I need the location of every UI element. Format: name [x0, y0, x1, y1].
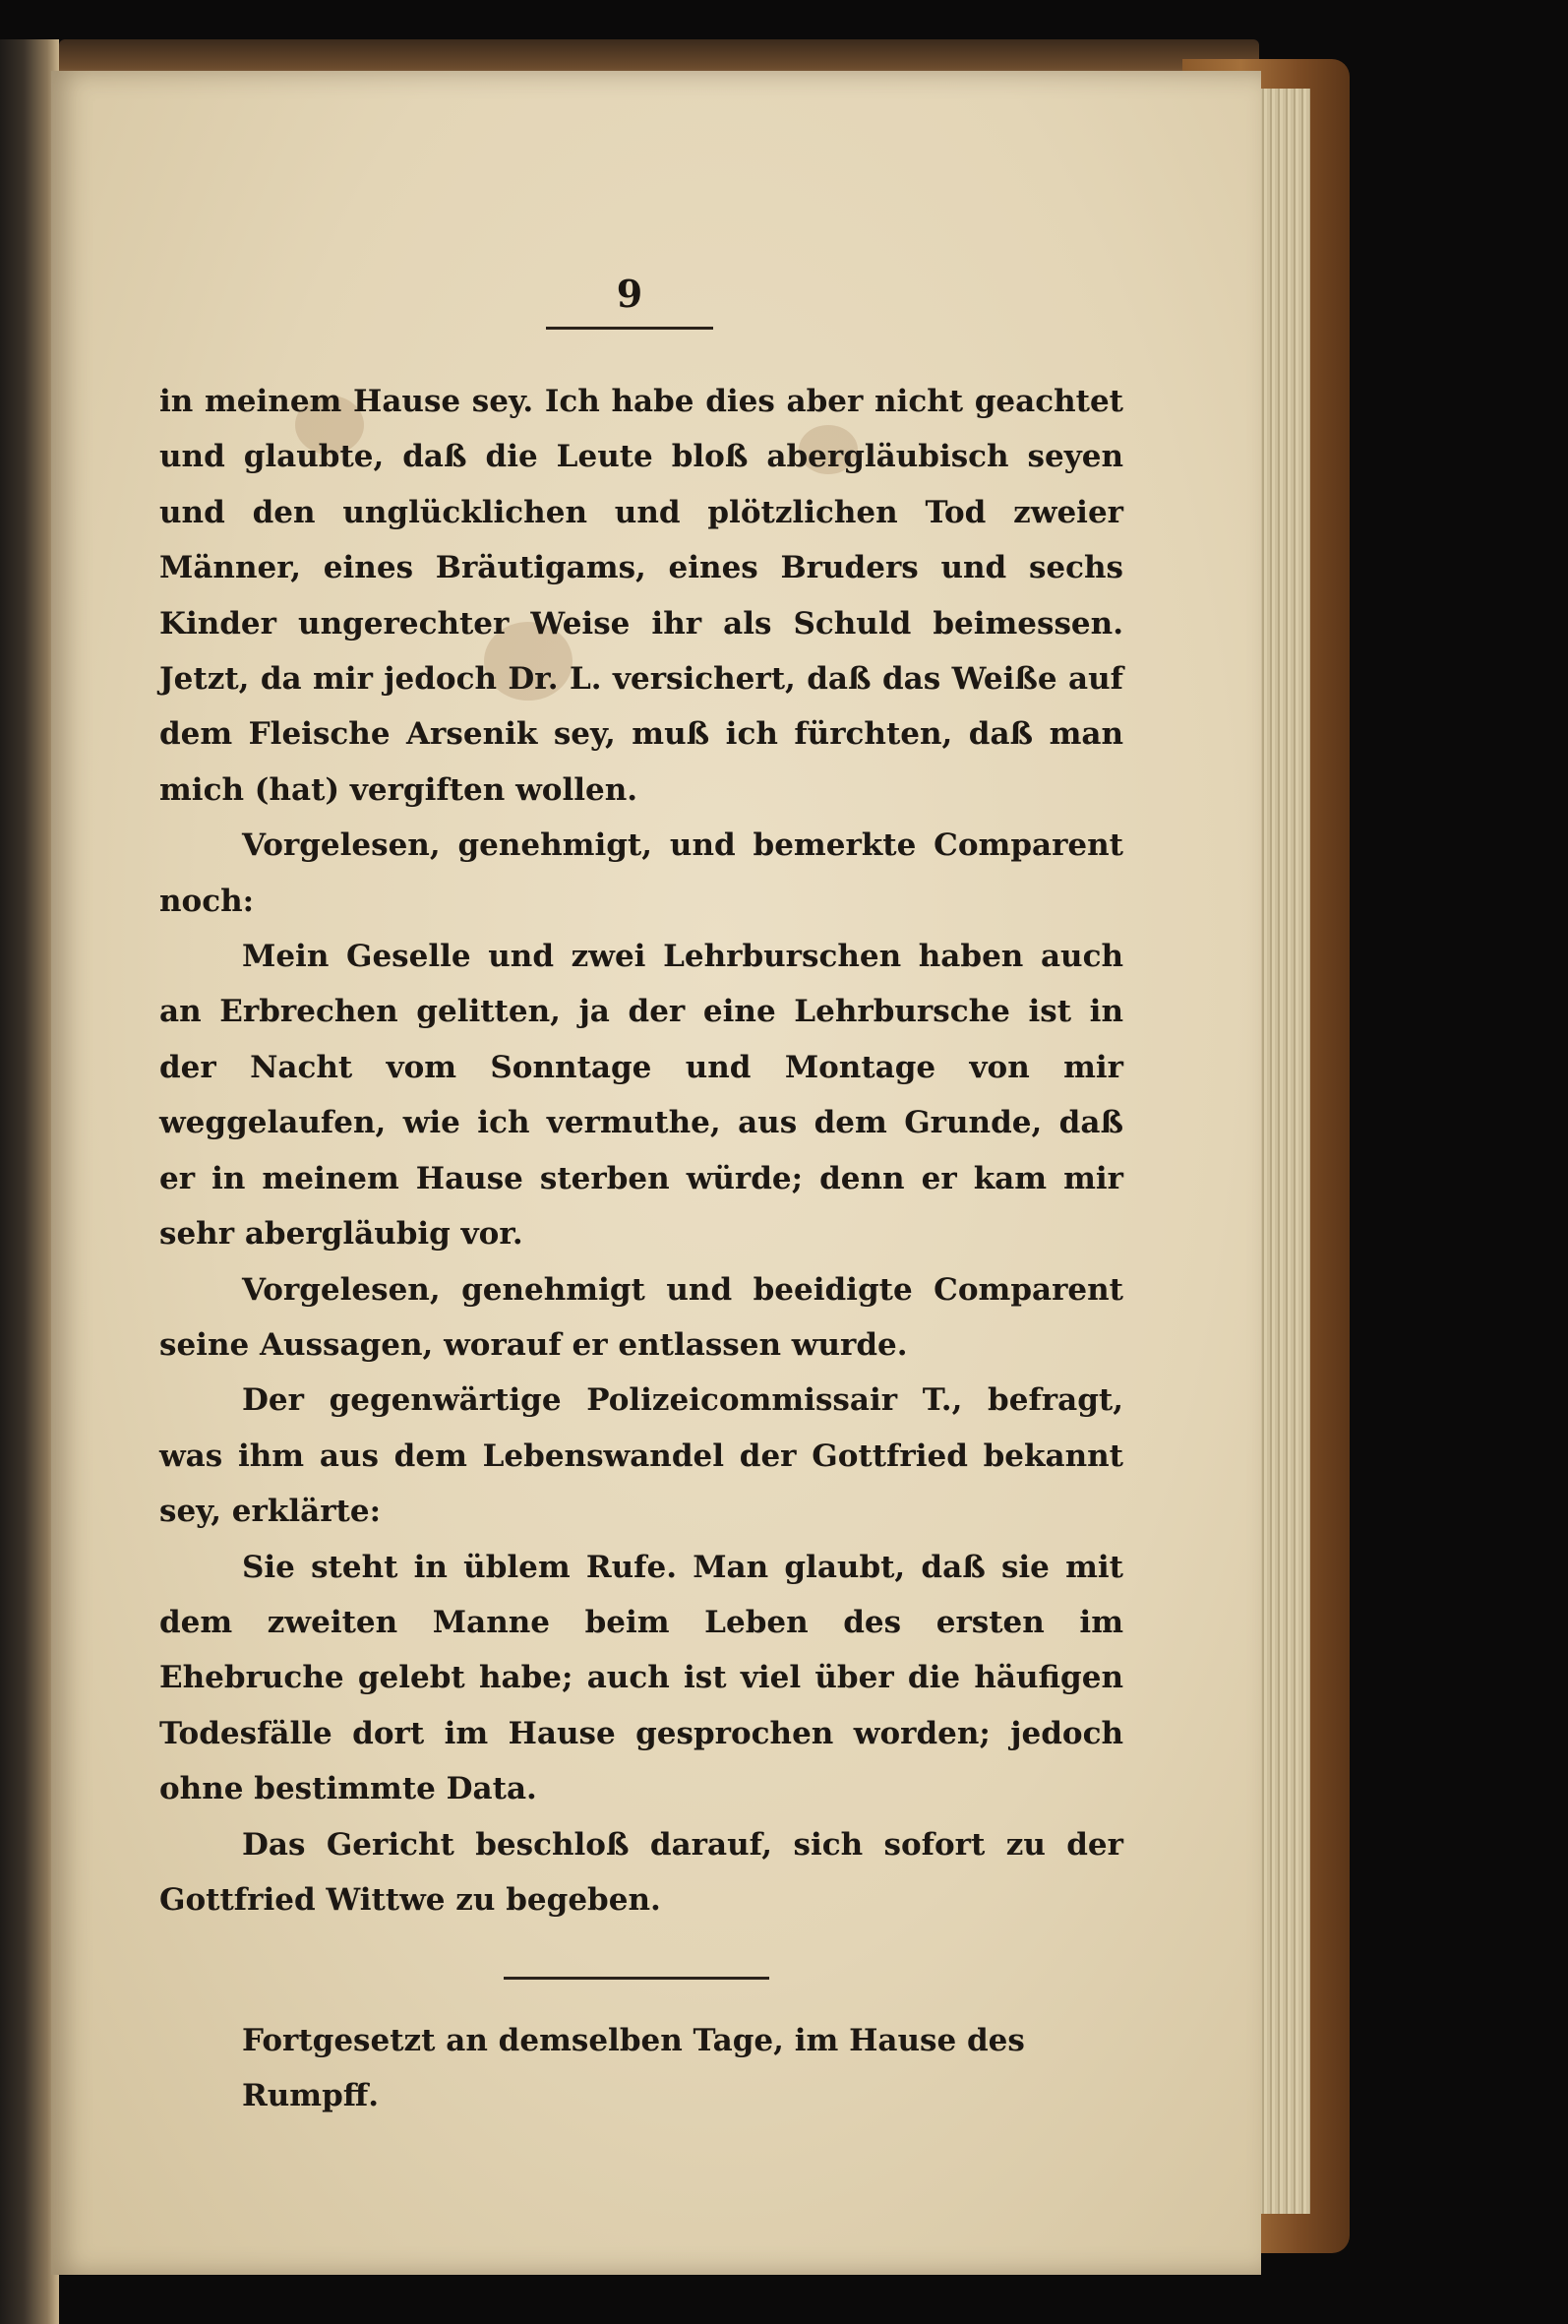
paragraph: in meinem Hause sey. Ich habe dies aber nicht geachtet und glaubte, daß die Leute bloß abergläubisch seyen und den unglücklichen und plötzlichen Tod zweier Männer, eines Bräutigams, eines Bruders und sechs Kinder ungerechter Weise ihr als Schuld beimessen. Jetzt, da mir jedoch Dr. L. versichert, daß das Weiße auf dem Fleische Arsenik sey, muß ich fürchten, daß man mich (hat) vergiften wollen.	[159, 384, 1123, 808]
page-number: 9	[616, 272, 643, 316]
paragraph: Der gegenwärtige Polizeicommissair T., befragt, was ihm aus dem Lebenswandel der Gottfried bekannt sey, erklärte:	[159, 1382, 1123, 1530]
section-heading: Fortgesetzt an demselben Tage, im Hause des Rumpff.	[242, 2023, 1025, 2113]
paragraph: Das Gericht beschloß darauf, sich sofort zu der Gottfried Wittwe zu begeben.	[159, 1826, 1123, 1918]
paragraph: Sie steht in üblem Rufe. Man glaubt, daß sie mit dem zweiten Manne beim Leben des ersten im Ehebruche gelebt habe; auch ist viel über die häufigen Todesfälle dort im Hause gesprochen worden; jedoch ohne bestimmte Data.	[159, 1549, 1123, 1807]
paragraph: Vorgelesen, genehmigt und beeidigte Comparent seine Aussagen, worauf er entlassen wurde.	[159, 1271, 1123, 1363]
section-divider	[504, 1977, 769, 1980]
page-number-rule	[546, 327, 713, 330]
paragraph: Vorgelesen, genehmigt, und bemerkte Comparent noch:	[159, 827, 1123, 919]
paragraph: Mein Geselle und zwei Lehrburschen haben auch an Erbrechen gelitten, ja der eine Lehrbursche ist in der Nacht vom Sonntage und Montage von mir weggelaufen, wie ich vermuthe, aus dem Grunde, daß er in meinem Hause sterben würde; denn er kam mir sehr abergläubig vor.	[159, 939, 1123, 1253]
body-text	[159, 374, 1123, 1927]
book-gutter	[0, 39, 59, 2324]
